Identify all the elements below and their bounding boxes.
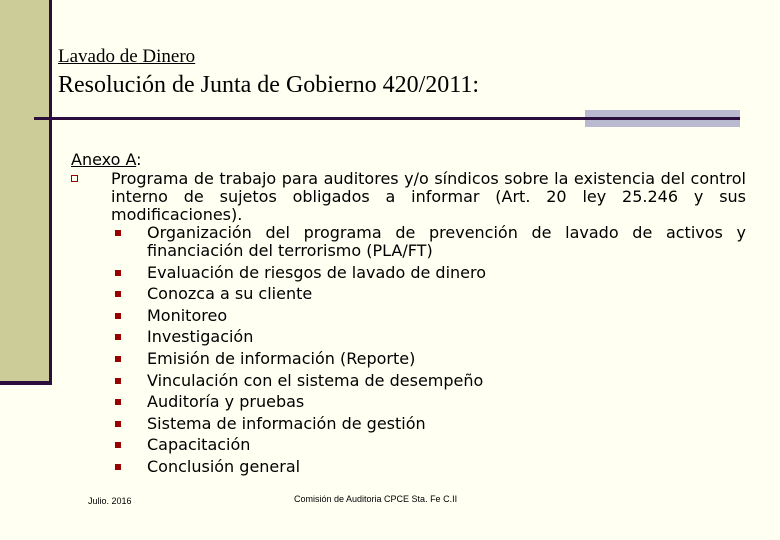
program-sub-item — [147, 415, 746, 433]
left-vertical-rule — [49, 0, 52, 385]
filled-square-bullet-icon — [115, 291, 121, 297]
program-sub-item-text: Vinculación con el sistema de desempeño — [147, 370, 484, 390]
program-sub-item-text: Auditoría y pruebas — [147, 392, 305, 412]
annex-heading — [71, 151, 746, 169]
program-sub-list — [111, 224, 746, 476]
filled-square-bullet-icon — [115, 334, 121, 340]
filled-square-bullet-icon — [115, 313, 121, 319]
program-sub-item-text: Sistema de información de gestión — [147, 413, 426, 433]
program-sub-item-text: Organización del programa de prevención de lavado de activos y financiación del terrorismo (PLA/FT) — [147, 223, 746, 260]
program-sub-item — [147, 224, 746, 260]
program-sub-item — [147, 264, 746, 282]
program-sub-item — [147, 436, 746, 454]
program-sub-item — [147, 350, 746, 368]
annex-main-item — [71, 170, 746, 476]
slide-title: Resolución de Junta de Gobierno 420/2011: — [58, 72, 480, 98]
left-decorative-band — [0, 0, 49, 383]
left-horizontal-rule — [0, 381, 51, 385]
filled-square-bullet-icon — [115, 442, 121, 448]
title-accent-line — [585, 117, 740, 120]
footer-organization: Comisión de Auditoria CPCE Sta. Fe C.II — [294, 494, 458, 504]
filled-square-bullet-icon — [115, 270, 121, 276]
program-sub-item — [147, 393, 746, 411]
program-sub-item-text: Conozca a su cliente — [147, 284, 313, 304]
program-sub-item — [147, 328, 746, 346]
program-sub-item — [147, 307, 746, 325]
filled-square-bullet-icon — [115, 356, 121, 362]
program-sub-item-text: Investigación — [147, 327, 254, 347]
annex-suffix: : — [136, 150, 142, 169]
program-sub-item-text: Monitoreo — [147, 305, 228, 325]
annex-label: Anexo A — [71, 150, 137, 169]
program-sub-item — [147, 372, 746, 390]
filled-square-bullet-icon — [115, 399, 121, 405]
filled-square-bullet-icon — [115, 230, 121, 236]
program-sub-item-text: Emisión de información (Reporte) — [147, 348, 416, 368]
slide-topic: Lavado de Dinero — [58, 46, 196, 67]
program-sub-item-text: Conclusión general — [147, 456, 301, 476]
annex-main-text: Programa de trabajo para auditores y/o síndicos sobre la existencia del control interno de sujetos obligados a informar (Art. 20 ley 25.246 y sus modificaciones). — [111, 169, 746, 224]
filled-square-bullet-icon — [115, 421, 121, 427]
filled-square-bullet-icon — [115, 378, 121, 384]
program-sub-item-text: Evaluación de riesgos de lavado de dinero — [147, 262, 487, 282]
footer-date: Julio. 2016 — [88, 496, 132, 506]
program-sub-item — [147, 285, 746, 303]
slide-body — [71, 151, 746, 480]
hollow-square-bullet-icon — [71, 175, 78, 182]
program-sub-item-text: Capacitación — [147, 435, 251, 455]
program-sub-item — [147, 458, 746, 476]
filled-square-bullet-icon — [115, 464, 121, 470]
